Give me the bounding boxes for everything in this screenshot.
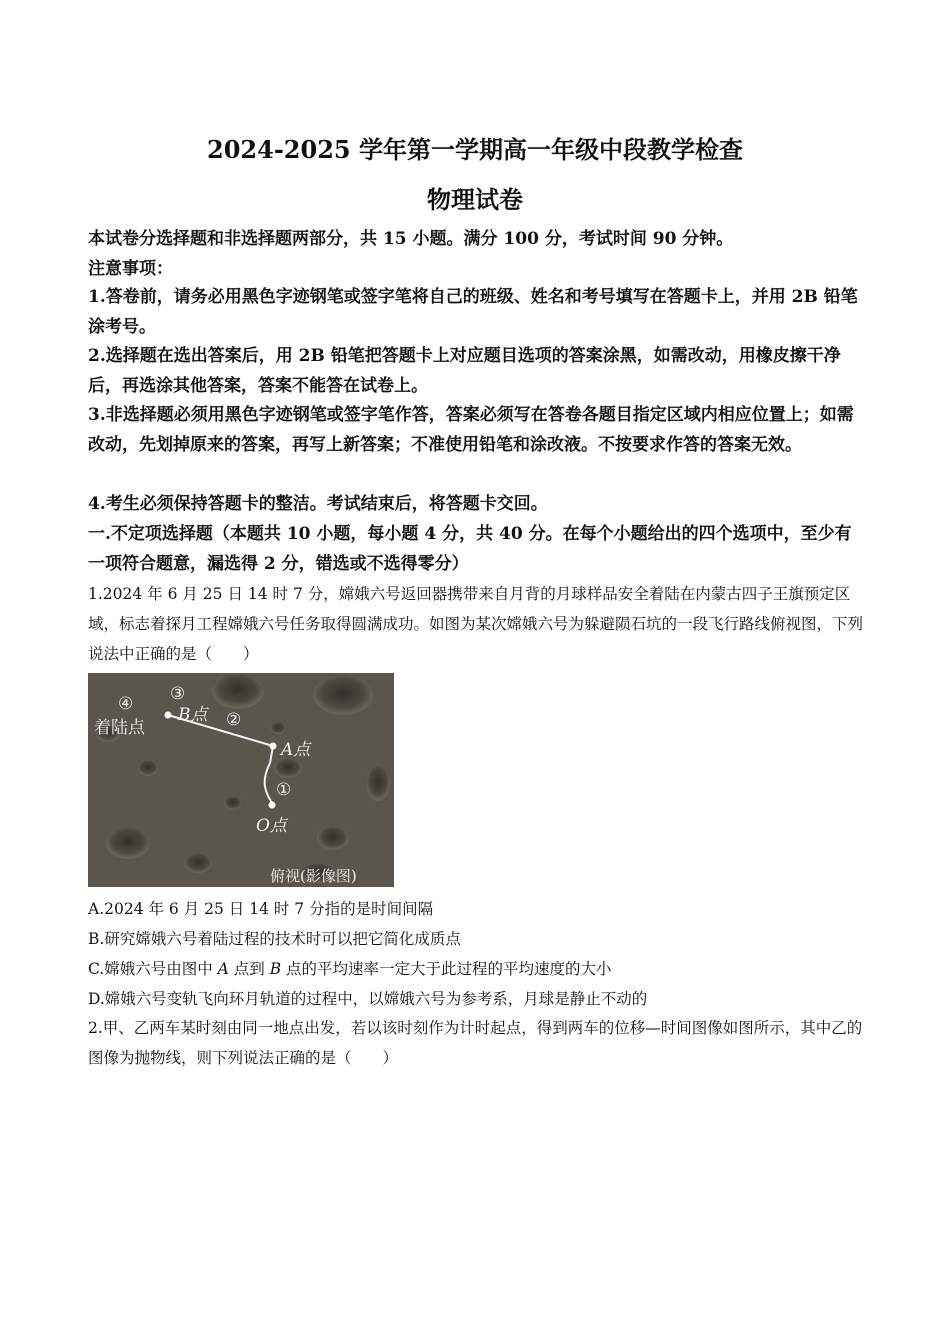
option-b: B.研究嫦娥六号着陆过程的技术时可以把它简化成质点 — [88, 930, 461, 948]
note-4: 4.考生必须保持答题卡的整洁。考试结束后，将答题卡交回。 — [88, 494, 548, 514]
label-o: O点 — [256, 816, 287, 836]
label-4: ④ — [118, 694, 134, 714]
label-2: ② — [226, 710, 242, 730]
notes-heading: 注意事项： — [88, 259, 173, 279]
exam-subtitle: 物理试卷 — [427, 185, 523, 214]
note-3: 3.非选择题必须用黑色字迹钢笔或签字笔作答，答案必须写在答卷各题目指定区域内相应位置上；如需改动，先划掉原来的答案，再写上新答案；不准使用铅笔和涂改液。不按要求作答的答案无效。 — [88, 405, 854, 455]
label-a: A点 — [281, 740, 311, 760]
landing-point-marker — [165, 712, 172, 719]
note-2: 2.选择题在选出答案后，用 2B 铅笔把答题卡上对应题目选项的答案涂黑，如需改动，用橡皮擦干净后，再选涂其他答案，答案不能答在试卷上。 — [88, 346, 841, 396]
exam-title: 2024-2025 学年第一学期高一年级中段教学检查 — [207, 135, 743, 164]
option-a: A.2024 年 6 月 25 日 14 时 7 分指的是时间间隔 — [88, 900, 434, 918]
section-1-heading: 一.不定项选择题（本题共 10 小题，每小题 4 分，共 40 分。在每个小题给出的四个选项中，至少有一项符合题意，漏选得 2 分，错选或不选得零分） — [88, 524, 852, 574]
figure-caption: 俯视(影像图) — [270, 867, 357, 885]
option-c-b: B — [269, 960, 282, 978]
option-c-post: 点的平均速率一定大于此过程的平均速度的大小 — [281, 960, 612, 978]
option-c-mid: 点到 — [228, 960, 270, 978]
option-c-a: A — [217, 960, 229, 978]
label-b: B点 — [178, 705, 208, 725]
option-d: D.嫦娥六号变轨飞向环月轨道的过程中，以嫦娥六号为参考系，月球是静止不动的 — [88, 990, 648, 1008]
point-o-marker — [269, 802, 276, 809]
question-1-stem: 1.2024 年 6 月 25 日 14 时 7 分，嫦娥六号返回器携带来自月背的月球样品安全着陆在内蒙古四子王旗预定区域，标志着探月工程嫦娥六号任务取得圆满成功。如图为某次嫦娥六号为躲避陨石坑的一段飞行路线俯视图，下列说法中正确的是（ ） — [88, 585, 864, 663]
label-3: ③ — [170, 684, 186, 704]
label-1: ① — [276, 780, 292, 800]
option-c-pre: C.嫦娥六号由图中 — [88, 960, 218, 978]
option-c — [88, 957, 612, 979]
note-1: 1.答卷前，请务必用黑色字迹钢笔或签字笔将自己的班级、姓名和考号填写在答题卡上，并用 2B 铅笔涂考号。 — [88, 287, 858, 337]
point-a-marker — [270, 743, 277, 750]
question-2-stem: 2.甲、乙两车某时刻由同一地点出发，若以该时刻作为计时起点，得到两车的位移—时间图像如图所示，其中乙的图像为抛物线，则下列说法正确的是（ ） — [88, 1019, 863, 1067]
exam-intro: 本试卷分选择题和非选择题两部分，共 15 小题。满分 100 分，考试时间 90 分钟。 — [88, 229, 734, 249]
label-landing: 着陆点 — [94, 718, 145, 738]
moon-flight-path-figure — [88, 673, 394, 887]
